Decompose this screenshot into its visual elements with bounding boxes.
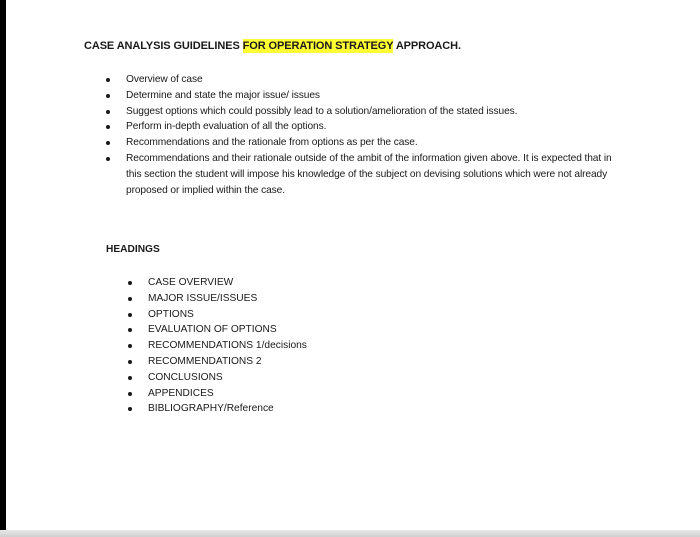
bullet-icon [106,78,110,82]
bullet-icon [128,376,132,380]
screen-edge-left [0,0,6,537]
bullet-icon [128,328,132,332]
guideline-text: Determine and state the major issue/ issues [126,89,320,101]
bullet-icon [128,281,132,285]
heading-text: CASE OVERVIEW [148,277,234,288]
guideline-item [106,88,626,104]
heading-text: BIBLIOGRAPHY/Reference [148,403,274,415]
title-prefix: CASE ANALYSIS GUIDELINES [84,40,243,52]
heading-item [128,307,307,323]
guideline-text: Recommendations and the rationale from options as per the case. [126,137,418,149]
bullet-icon [128,360,132,364]
heading-item [128,275,307,291]
bullet-icon [128,297,132,301]
heading-item [128,338,307,354]
guideline-item [106,151,626,198]
guideline-text: Recommendations and their rationale outside of the ambit of the information given above. It is expected that in this section the student will impose his knowledge of the subject on devising solutions which were not already proposed or implied within the case. [126,152,612,196]
heading-text: RECOMMENDATIONS 1/decisions [148,340,307,352]
document-title [84,40,461,52]
heading-item [128,401,307,417]
bullet-icon [106,110,110,114]
heading-text: RECOMMENDATIONS 2 [148,355,262,367]
screen-edge-bottom [0,530,700,537]
headings-list [128,275,307,417]
heading-text: EVALUATION OF OPTIONS [148,324,277,336]
bullet-icon [106,141,110,145]
guidelines-list [106,72,626,198]
heading-text: OPTIONS [148,308,194,320]
headings-title: HEADINGS [106,244,160,255]
heading-text: APPENDICES [148,387,214,399]
guideline-text: Suggest options which could possibly lead to a solution/amelioration of the stated issues. [126,105,518,117]
bullet-icon [128,407,132,411]
guideline-item [106,135,626,151]
guideline-item [106,104,626,120]
bullet-icon [106,125,110,129]
title-suffix: APPROACH. [393,40,461,52]
bullet-icon [128,313,132,317]
guideline-item [106,119,626,135]
guideline-text: Perform in-depth evaluation of all the options. [126,121,327,133]
guideline-text: Overview of case [126,74,203,85]
heading-item [128,370,307,386]
bullet-icon [128,392,132,396]
heading-item [128,322,307,338]
guideline-item [106,72,626,88]
heading-item [128,386,307,402]
bullet-icon [106,157,110,161]
heading-item [128,291,307,307]
bullet-icon [128,344,132,348]
bullet-icon [106,94,110,98]
heading-text: MAJOR ISSUE/ISSUES [148,292,258,304]
title-highlight: FOR OPERATION STRATEGY [242,40,394,52]
heading-item [128,354,307,370]
heading-text: CONCLUSIONS [148,371,223,383]
